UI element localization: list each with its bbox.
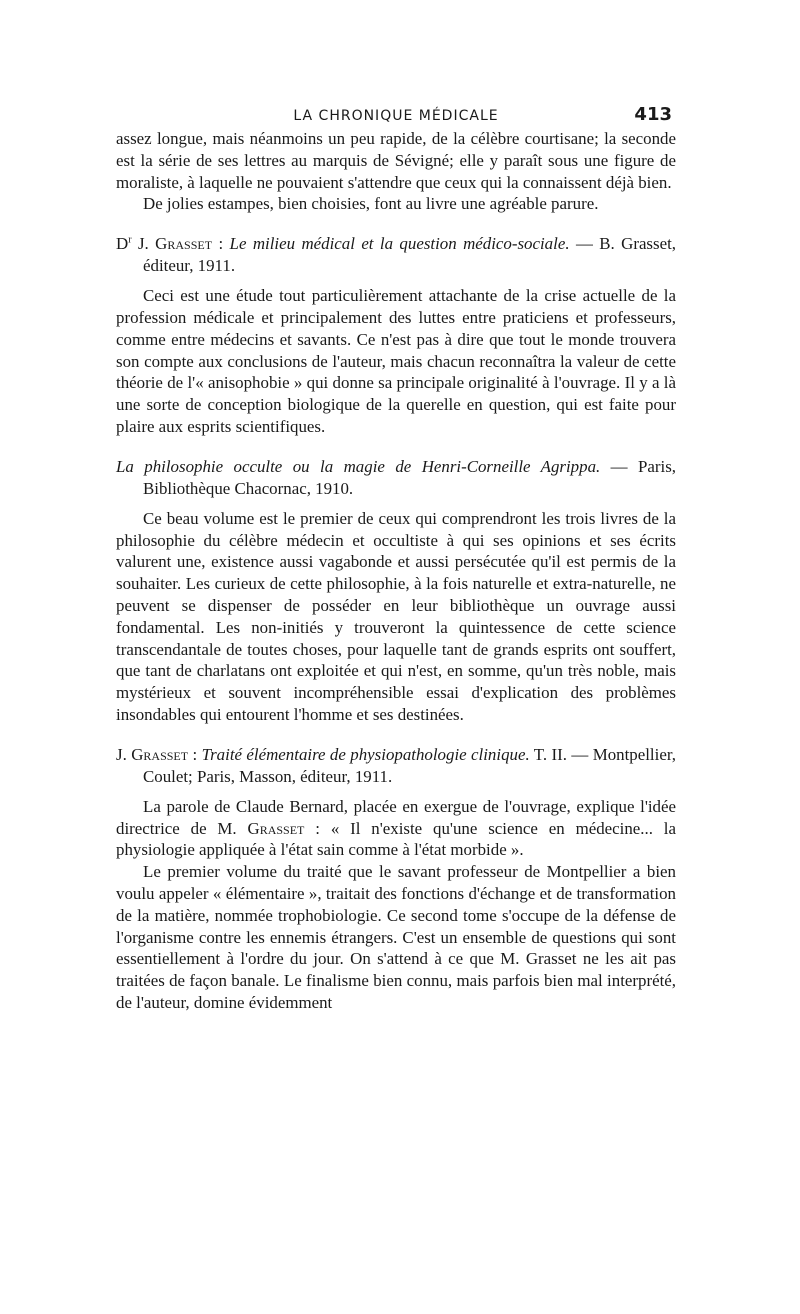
body-text: La parole de Claude Bernard, placée en exergue de l'ouvrage, explique l'idée directrice de M.	[116, 796, 676, 838]
body-text: : « Il n'existe qu'une science en médecine... la physiologie appliquée à l'état sain comme à l'état morbide ».	[116, 818, 676, 860]
publisher-info: — B. Grasset, éditeur, 1911.	[143, 234, 676, 276]
book-title: Le milieu médical et la question médico-sociale.	[229, 234, 570, 254]
page-number: 413	[634, 104, 672, 125]
running-title: LA CHRONIQUE MÉDICALE	[293, 108, 499, 124]
author-title: D	[116, 234, 129, 254]
book-title: Traité élémentaire de physiopathologie clinique.	[201, 744, 530, 764]
opening-closing-paragraph: De jolies estampes, bien choisies, font au livre une agréable parure.	[143, 194, 599, 214]
author-surname: Grasset	[131, 744, 189, 764]
page	[116, 100, 676, 1014]
author-surname: Grasset	[155, 234, 213, 254]
review-body: Ceci est une étude tout particulièrement attachante de la crise actuelle de la profession médicale et principalement des luttes entre praticiens et professeurs, comme entre médecins et savants. Ce n'est pas à dire que tout le monde trouvera son compte aux conclusions de l'auteur, mais chacun reconnaîtra la valeur de cette théorie de l'« anisophobie » qui donne sa principale originalité à l'ouvrage. Il y a là une sorte de conception biologique de la querelle en question, qui est faite pour plaire aux esprits scientifiques.	[116, 286, 676, 436]
review-body-first	[116, 796, 676, 861]
review-heading-grasset-milieu	[116, 233, 676, 277]
author-surname-inline: Grasset	[247, 818, 305, 838]
publisher-info: T. II. — Montpellier, Coulet; Paris, Masson, éditeur, 1911.	[143, 744, 676, 786]
running-header	[116, 100, 676, 128]
publisher-info: — Paris, Bibliothèque Chacornac, 1910.	[143, 456, 676, 498]
review-body-second: Le premier volume du traité que le savant professeur de Montpellier a bien voulu appeler « élémentaire », traitait des fonctions d'échange et de transformation de la matière, nommée trophobiologie. Ce second tome s'occupe de la défense de l'organisme contre les ennemis étrangers. C'est un ensemble de questions qui sont essentiellement à l'ordre du jour. On s'attend à ce que M. Grasset ne les ait pas traitées de façon banale. Le finalisme bien connu, mais parfois bien mal interprété, de l'auteur, domine évidemment	[116, 862, 676, 1012]
review-body: Ce beau volume est le premier de ceux qui comprendront les trois livres de la philosophie du célèbre médecin et occultiste à qui ses opinions et ses écrits valurent une, existence aussi vagabonde et aussi persécutée qu'il est permis de la souhaiter. Les curieux de cette philosophie, à la fois naturelle et extra-naturelle, ne peuvent se dispenser de posséder en leur bibliothèque un ouvrage aussi fondamental. Les non-initiés y trouveront la quintessence de cette science transcendantale de toutes choses, pour laquelle tant de grands esprits ont souffert, que tant de charlatans ont exploitée et qui n'est, en somme, qu'un très noble, mais mystérieux et souvent incompréhensible essai d'explication des problèmes insondables qui entourent l'homme et ses destinées.	[116, 508, 676, 724]
separator: :	[212, 234, 230, 254]
review-heading-agrippa	[116, 456, 676, 500]
author-title-sup: r	[128, 234, 132, 246]
book-title: La philosophie occulte ou la magie de Henri-Corneille Agrippa.	[116, 456, 601, 476]
separator: :	[188, 744, 202, 764]
opening-paragraph: assez longue, mais néanmoins un peu rapide, de la célèbre courtisane; la seconde est la série de ses lettres au marquis de Sévigné; elle y paraît sous une figure de moraliste, à laquelle ne pouvaient s'attendre que ceux qui la connaissent déjà bien.	[116, 129, 676, 192]
author-initial: J.	[116, 744, 127, 764]
review-heading-grasset-traite	[116, 744, 676, 788]
author-initial: J.	[137, 234, 149, 254]
